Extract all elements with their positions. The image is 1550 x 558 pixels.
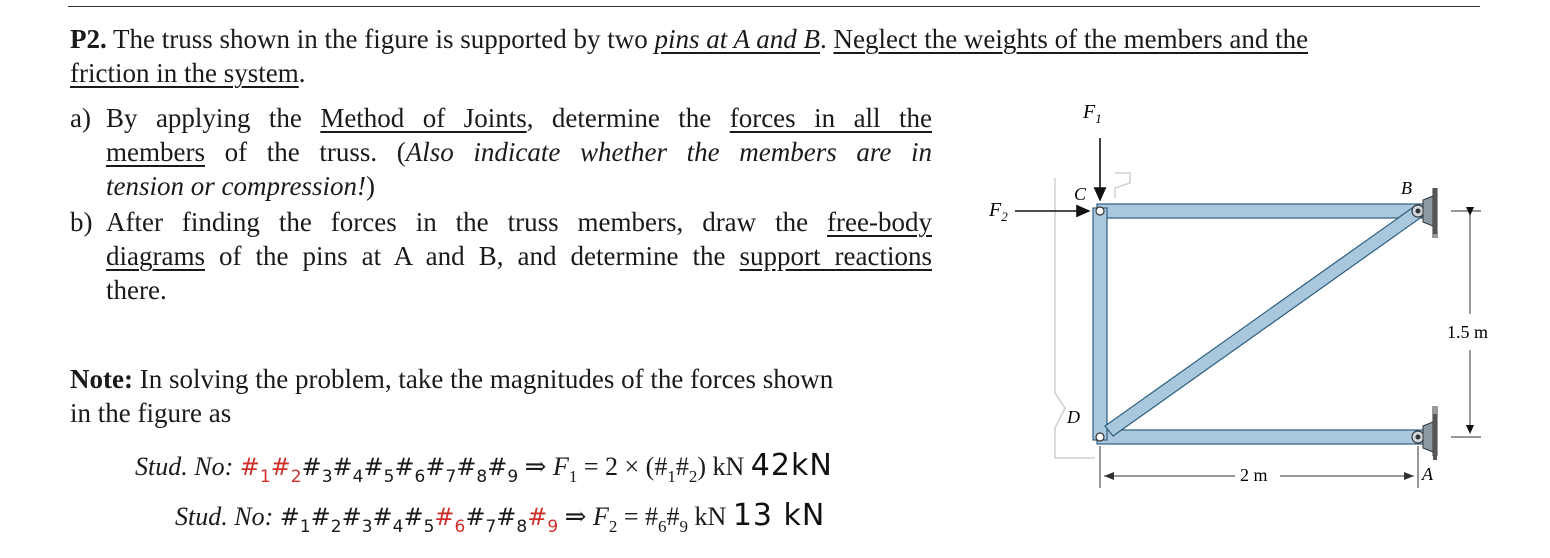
part-a-text-3: of the truss. (: [204, 137, 406, 167]
label-d: D: [1067, 407, 1080, 427]
f1-rhs-c: ) kN: [697, 452, 745, 481]
f1-rhs-b: #: [675, 452, 689, 481]
label-f1: $F_1$: [1083, 101, 1102, 126]
formula-f1: Stud. No: $\#_1\#_2\#_3\#_4\#_5\#_6\#_7\#_8\#_9$ ⇒ $F_1 = 2$ × $(\#_1\#_2)$ kN 42kN: [135, 448, 833, 487]
implies-arrow: ⇒: [518, 452, 553, 481]
f1-rhs-sub2: 2: [688, 467, 698, 486]
label-b: B: [1401, 178, 1412, 198]
part-a: [70, 101, 932, 203]
joint-c: [1096, 207, 1104, 215]
f2-subscript: 2: [608, 517, 618, 536]
pin-b-center: [1416, 209, 1421, 214]
member-da: [1097, 430, 1425, 444]
f1-symbol: F: [552, 452, 569, 481]
truss-figure: [975, 88, 1489, 498]
f2-rhs-c: kN: [688, 502, 727, 531]
f2-rhs-b: #: [666, 502, 680, 531]
part-b: [70, 205, 932, 307]
problem-id: P2.: [70, 24, 107, 54]
top-rule: [68, 6, 1480, 7]
problem-statement: [70, 22, 1480, 90]
bracket-b: [1423, 196, 1433, 226]
member-db: [1105, 206, 1423, 436]
part-a-close: ): [365, 171, 375, 201]
support-reactions-underlined: support reactions: [739, 241, 933, 271]
member-cb: [1097, 204, 1425, 218]
part-b-text-3: there.: [106, 275, 167, 305]
dim-arrow-left: [1104, 472, 1114, 480]
wall-b: [1433, 188, 1437, 234]
note-text-1: In solving the problem, take the magnitudes of the forces shown: [132, 364, 834, 394]
intro-period: .: [819, 24, 834, 54]
note-label: Note:: [70, 364, 133, 394]
handwritten-f2-value: 13 kN: [732, 498, 826, 533]
part-a-label: a): [70, 103, 91, 133]
member-cd: [1093, 208, 1107, 440]
formula-f2: Stud. No: $\#_1\#_2\#_3\#_4\#_5\#_6\#_7\#_8\#_9$ ⇒ $F_2$ = $\#_6\#_9$ kN 13 kN: [175, 498, 826, 537]
intro-end: .: [298, 58, 306, 88]
free-body-underlined: free-body: [827, 207, 932, 237]
part-a-italic-1: Also indicate whether the members are in: [405, 137, 932, 167]
dim-arrow-right: [1404, 472, 1414, 480]
f1-rhs-a: = 2 × (#: [577, 452, 668, 481]
implies-arrow: ⇒: [558, 502, 593, 531]
label-f2: $F_2$: [989, 199, 1008, 224]
members-underlined: members: [106, 137, 205, 167]
wall-a: [1433, 414, 1437, 460]
part-b-label: b): [70, 207, 93, 237]
dim-width-label: 2 m: [1240, 465, 1268, 485]
note-text-2: in the figure as: [70, 398, 232, 428]
part-b-text-1: After finding the forces in the truss members, draw the: [106, 207, 828, 237]
f1-rhs-sub1: 1: [667, 467, 676, 486]
part-b-text-2: of the pins at A and B, and determine the: [204, 241, 740, 271]
f2-symbol: F: [592, 502, 609, 531]
stud-no-label: Stud. No:: [135, 452, 240, 481]
method-of-joints: Method of Joints: [320, 103, 527, 133]
dim-height-label: 1.5 m: [1447, 322, 1489, 342]
forces-in-all: forces in all the: [729, 103, 932, 133]
part-a-text-2: , determine the: [526, 103, 730, 133]
intro-pins-underlined: pins at A and B: [654, 24, 820, 54]
intro-text: The truss shown in the figure is supported by two: [106, 24, 655, 54]
label-a: A: [1422, 464, 1433, 484]
intro-neglect-underlined: Neglect the weights of the members and the: [833, 24, 1309, 54]
part-a-text-1: By applying the: [106, 103, 321, 133]
f1-subscript: 1: [568, 467, 578, 486]
note: [70, 362, 932, 430]
intro-friction-underlined: friction in the system: [70, 58, 299, 88]
label-c: C: [1074, 184, 1087, 204]
joint-d: [1096, 433, 1104, 441]
f2-rhs-sub2: 9: [679, 517, 689, 536]
f2-rhs-sub1: 6: [658, 517, 667, 536]
bracket-a: [1423, 422, 1433, 452]
stud-no-label: Stud. No:: [175, 502, 280, 531]
handwritten-f1-value: 42kN: [750, 448, 833, 483]
pin-a-center: [1416, 435, 1421, 440]
part-a-italic-2: tension or compression!: [106, 171, 366, 201]
f2-rhs-a: = #: [617, 502, 659, 531]
top-bracket-outline: [1115, 173, 1130, 198]
diagrams-underlined: diagrams: [106, 241, 205, 271]
